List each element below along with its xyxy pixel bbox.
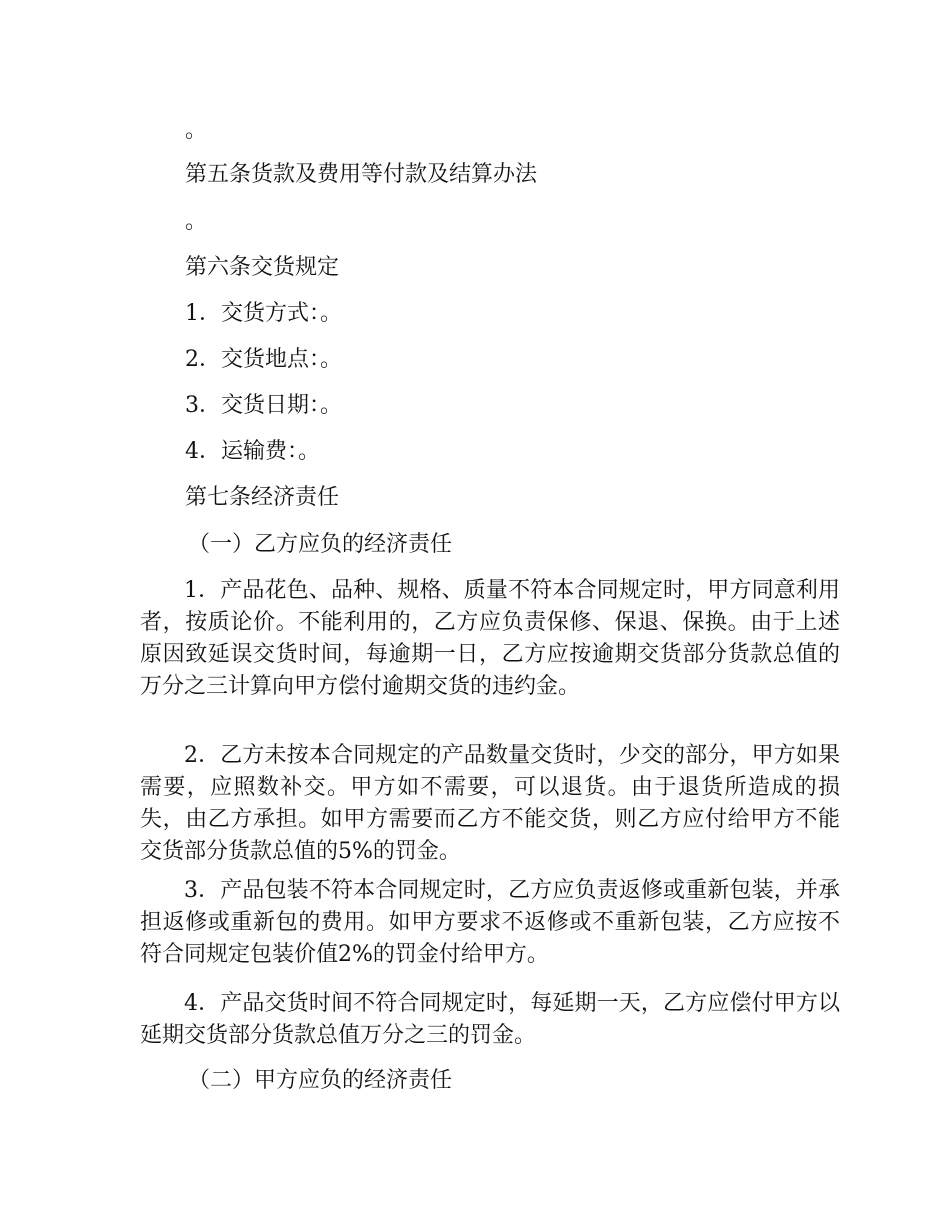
- article-5-heading: 第五条货款及费用等付款及结算办法: [185, 162, 538, 187]
- paragraph-3: 3．产品包装不符本合同规定时，乙方应负责返修或重新包装，并承担返修或重新包的费用。如甲方要求不返修或不重新包装，乙方应按不符合同规定包装价值2%的罚金付给甲方。: [140, 878, 840, 967]
- paragraph-4: 4．产品交货时间不符合同规定时，每延期一天，乙方应偿付甲方以延期交货部分货款总值万分之三的罚金。: [140, 991, 840, 1048]
- text-line-period-2: 。: [185, 209, 208, 234]
- party-a-liability-heading: （二）甲方应负的经济责任: [188, 1068, 453, 1093]
- article-7-heading: 第七条经济责任: [185, 485, 340, 510]
- paragraph-2: 2．乙方未按本合同规定的产品数量交货时，少交的部分，甲方如果需要，应照数补交。甲方如不需要，可以退货。由于退货所造成的损失，由乙方承担。如甲方需要而乙方不能交货，则乙方应付给甲方不能交货部分货款总值的5%的罚金。: [140, 743, 840, 864]
- transport-fee-line: 4．运输费：。: [185, 439, 320, 464]
- delivery-place-line: 2．交货地点：。: [185, 347, 342, 372]
- paragraph-1: 1．产品花色、品种、规格、质量不符本合同规定时，甲方同意利用者，按质论价。不能利用的，乙方应负责保修、保退、保换。由于上述原因致延误交货时间，每逾期一日，乙方应按逾期交货部分货款总值的万分之三计算向甲方偿付逾期交货的违约金。: [140, 578, 840, 699]
- delivery-method-line: 1．交货方式：。: [185, 301, 342, 326]
- party-b-liability-heading: （一）乙方应负的经济责任: [188, 532, 453, 557]
- text-line-period-1: 。: [185, 118, 208, 143]
- delivery-date-line: 3．交货日期：。: [185, 393, 342, 418]
- article-6-heading: 第六条交货规定: [185, 255, 340, 280]
